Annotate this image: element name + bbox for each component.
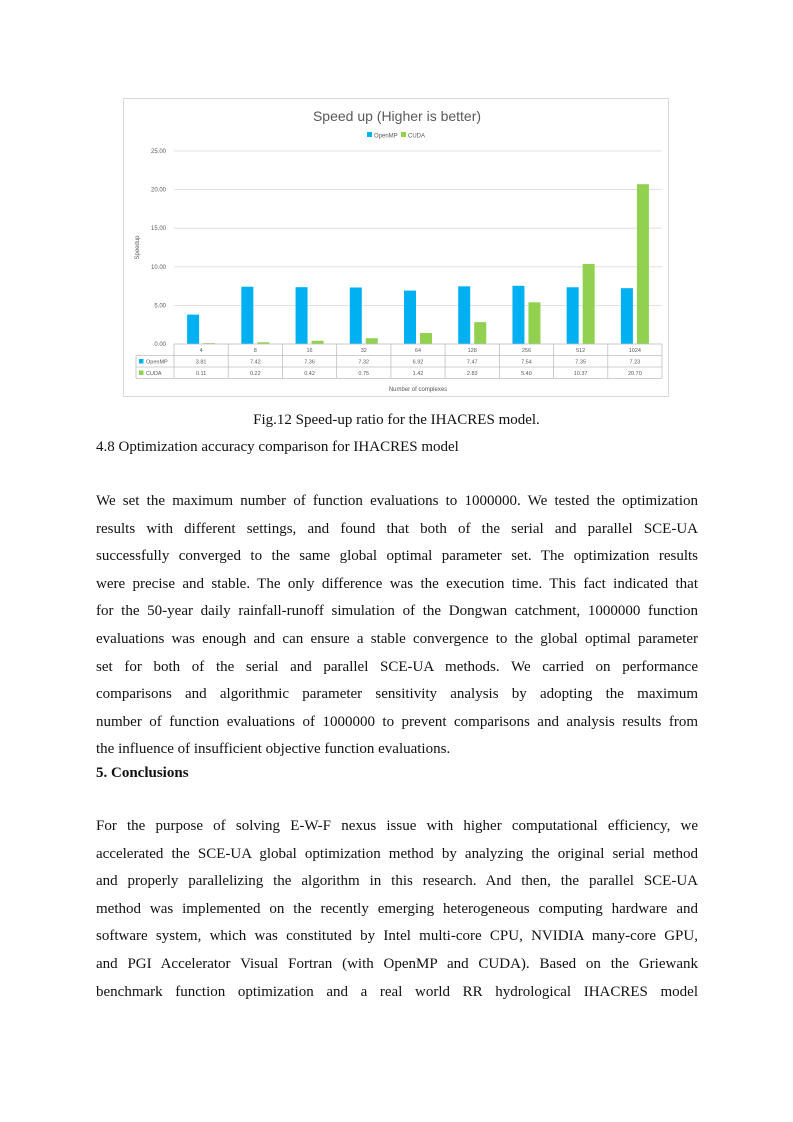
y-tick-label: 5.00 [154, 303, 166, 310]
text-line: results with different settings, and found that both of the serial and parallel SCE-UA [96, 520, 698, 537]
data-label-cuda: 0.75 [358, 371, 370, 377]
text-line: and PGI Accelerator Visual Fortran (with OpenMP and CUDA). Based on the Griewank [96, 955, 698, 972]
table-row-label-openmp: OpenMP [146, 359, 168, 366]
legend-label-openmp: OpenMP [374, 133, 398, 140]
data-label-cuda: 2.83 [466, 371, 478, 377]
speedup-chart-svg [124, 99, 670, 398]
bar-cuda-1024 [637, 184, 649, 344]
x-axis-label: Number of complexes [388, 387, 448, 393]
x-tick-label: 128 [467, 348, 477, 354]
data-label-cuda: 1.42 [412, 371, 424, 377]
legend-swatch-openmp [367, 132, 372, 137]
bar-cuda-16 [312, 341, 324, 344]
data-label-openmp: 7.42 [249, 359, 261, 366]
data-label-openmp: 7.36 [304, 359, 315, 366]
paragraph-conclusions [96, 813, 698, 1006]
text-line: evaluations was enough and can ensure a stable convergence to the global optimal parameter [96, 630, 698, 647]
x-tick-label: 256 [521, 348, 532, 354]
bar-cuda-256 [528, 302, 540, 344]
text-line: successfully converged to the same global optimal parameter set. The optimization results [96, 548, 698, 565]
text-line: number of function evaluations of 1000000 to prevent comparisons and analysis results from [96, 713, 698, 730]
figure-caption: Fig.12 Speed-up ratio for the IHACRES model. [253, 412, 540, 428]
x-tick-label: 4 [199, 348, 203, 354]
bar-openmp-256 [512, 286, 524, 344]
legend-label-cuda: CUDA [408, 133, 426, 140]
data-label-cuda: 5.40 [521, 371, 532, 377]
data-label-openmp: 7.54 [521, 359, 532, 366]
table-swatch-openmp [139, 359, 144, 364]
text-line: benchmark function optimization and a real world RR hydrological IHACRES model [96, 983, 698, 1000]
x-tick-label: 64 [414, 348, 422, 354]
y-tick-label: 10.00 [150, 264, 166, 271]
bar-openmp-16 [296, 287, 308, 344]
bar-openmp-32 [350, 287, 362, 344]
bar-openmp-1024 [621, 288, 633, 344]
data-label-openmp: 7.32 [358, 359, 370, 366]
data-label-openmp: 7.35 [575, 359, 587, 366]
y-tick-label: 15.00 [150, 226, 166, 233]
text-line: accelerated the SCE-UA global optimization method by analyzing the original serial method [96, 845, 698, 862]
bar-openmp-64 [404, 291, 416, 344]
bar-cuda-512 [583, 264, 595, 344]
x-tick-label: 1024 [628, 348, 642, 354]
text-line: method was implemented on the recently emerging heterogeneous computing hardware and [96, 900, 698, 917]
data-label-openmp: 7.23 [629, 359, 641, 366]
data-label-openmp: 3.81 [195, 359, 207, 366]
data-label-cuda: 10.37 [573, 371, 588, 377]
text-line: the influence of insufficient objective function evaluations. [96, 741, 451, 758]
table-row-label-cuda: CUDA [146, 371, 162, 377]
x-tick-label: 32 [360, 348, 367, 354]
data-label-openmp: 6.92 [412, 359, 424, 366]
bar-openmp-8 [241, 287, 253, 344]
bar-cuda-32 [366, 338, 378, 344]
text-line: set for both of the serial and parallel SCE-UA methods. We carried on performance [96, 658, 698, 675]
text-line: software system, which was constituted by Intel multi-core CPU, NVIDIA many-core GPU, [96, 928, 698, 945]
text-line: For the purpose of solving E-W-F nexus issue with higher computational efficiency, we [96, 818, 698, 834]
y-tick-label: 0.00 [154, 342, 166, 348]
bar-openmp-128 [458, 286, 470, 344]
legend-swatch-cuda [401, 132, 406, 137]
text-line: We set the maximum number of function evaluations to 1000000. We tested the optimization [96, 493, 698, 509]
x-tick-label: 512 [576, 348, 586, 354]
x-tick-label: 16 [306, 348, 313, 354]
text-line: for the 50-year daily rainfall-runoff simulation of the Dongwan catchment, 1000000 function [96, 603, 698, 620]
data-label-openmp: 7.47 [466, 359, 478, 366]
data-label-cuda: 20.70 [628, 371, 642, 377]
text-line: were precise and stable. The only difference was the execution time. This fact indicated that [96, 575, 698, 592]
bar-openmp-4 [187, 315, 199, 344]
y-axis-label: Speedup [135, 235, 141, 260]
table-swatch-cuda [139, 371, 144, 376]
data-label-cuda: 0.11 [195, 371, 207, 377]
text-line: comparisons and algorithmic parameter sensitivity analysis by adopting the maximum [96, 686, 698, 703]
speedup-chart [123, 98, 669, 397]
section-heading: 4.8 Optimization accuracy comparison for IHACRES model [96, 439, 459, 455]
data-label-cuda: 0.42 [304, 371, 315, 377]
bar-openmp-512 [567, 287, 579, 344]
data-label-cuda: 0.22 [249, 371, 261, 377]
paragraph-optimization-accuracy [96, 488, 698, 764]
y-tick-label: 20.00 [150, 187, 166, 194]
bar-cuda-64 [420, 333, 432, 344]
x-tick-label: 8 [253, 348, 257, 354]
y-tick-label: 25.00 [150, 149, 166, 155]
conclusions-heading: 5. Conclusions [96, 765, 189, 781]
chart-title: Speed up (Higher is better) [312, 108, 482, 124]
bar-cuda-128 [474, 322, 486, 344]
text-line: and properly parallelizing the algorithm in this research. And then, the parallel SCE-UA [96, 873, 698, 890]
